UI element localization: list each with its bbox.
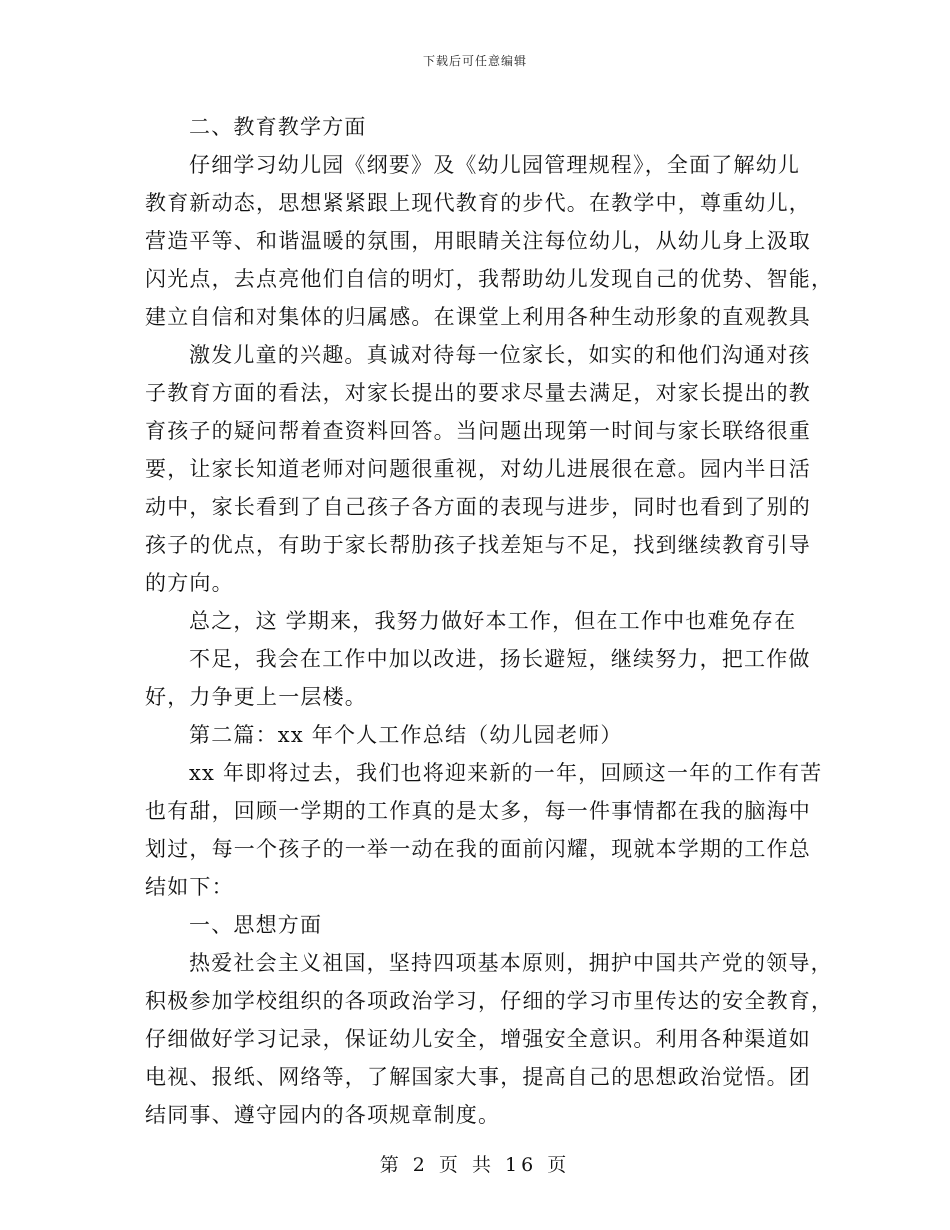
text-line: 孩子的优点，有助于家长帮肋孩子找差矩与不足，找到继续教育引导 [145, 533, 811, 557]
text-line: 总之，这 学期来，我努力做好本工作，但在工作中也难免存在 [189, 609, 797, 633]
page-number: 第 2 页 共 16 页 [379, 1154, 571, 1176]
text-line: xx 年即将过去，我们也将迎来新的一年，回顾这一年的工作有苦 [189, 761, 823, 785]
text-line: 仔细学习幼儿园《纲要》及《幼儿园管理规程》，全面了解幼儿 [189, 153, 801, 177]
text-line: 电视、报纸、网络等，了解国家大事，提高自己的思想政治觉悟。团 [145, 1065, 811, 1089]
text-line: 子教育方面的看法，对家长提出的要求尽量去满足，对家长提出的教 [145, 381, 811, 405]
text-line: 一、思想方面 [189, 913, 323, 937]
text-line: 积极参加学校组织的各项政治学习，仔细的学习市里传达的安全教育， [145, 989, 834, 1013]
text-line: 也有甜，回顾一学期的工作真的是太多，每一件事情都在我的脑海中 [145, 799, 811, 823]
document-body [145, 108, 834, 1134]
text-line: 结同事、遵守园内的各项规章制度。 [145, 1103, 501, 1127]
text-line: 的方向。 [145, 571, 234, 595]
text-line: 闪光点，去点亮他们自信的明灯，我帮助幼儿发现自己的优势、智能， [145, 267, 834, 291]
text-line: 不足，我会在工作中加以改进，扬长避短，继续努力，把工作做 [189, 647, 811, 671]
text-line: 要，让家长知道老师对问题很重视，对幼儿进展很在意。园内半日活 [145, 457, 811, 481]
text-line: 建立自信和对集体的归属感。在课堂上利用各种生动形象的直观教具 [145, 305, 811, 329]
text-line: 教育新动态，思想紧紧跟上现代教育的步代。在教学中，尊重幼儿， [145, 191, 811, 215]
text-line: 第二篇：xx 年个人工作总结（幼儿园老师） [189, 723, 623, 747]
text-line: 营造平等、和谐温暖的氛围，用眼睛关注每位幼儿，从幼儿身上汲取 [145, 229, 811, 253]
text-line: 热爱社会主义祖国，坚持四项基本原则，拥护中国共产党的领导， [189, 951, 833, 975]
text-line: 激发儿童的兴趣。真诚对待每一位家长，如实的和他们沟通对孩 [189, 343, 811, 367]
header-note: 下载后可任意编辑 [422, 54, 527, 68]
text-line: 二、教育教学方面 [189, 115, 367, 139]
text-line: 划过，每一个孩子的一举一动在我的面前闪耀，现就本学期的工作总 [145, 837, 811, 861]
text-line: 育孩子的疑问帮着查资料回答。当问题出现第一时间与家长联络很重 [145, 419, 811, 443]
text-line: 好，力争更上一层楼。 [145, 685, 367, 709]
text-line: 动中，家长看到了自己孩子各方面的表现与进步，同时也看到了别的 [145, 495, 811, 519]
text-line: 仔细做好学习记录，保证幼儿安全，增强安全意识。利用各种渠道如 [145, 1027, 811, 1051]
text-line: 结如下： [145, 875, 234, 899]
